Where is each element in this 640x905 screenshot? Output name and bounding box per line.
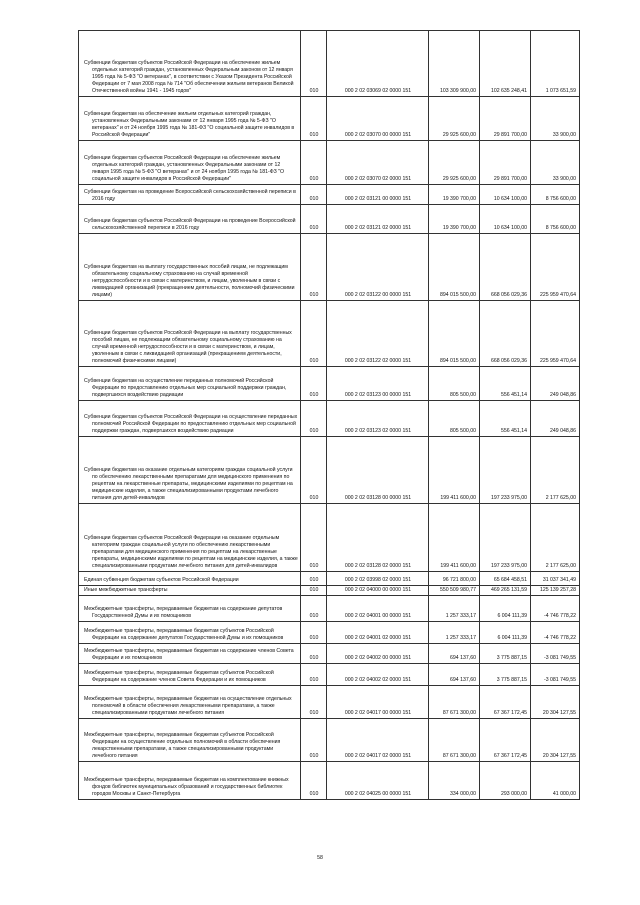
row-name [79, 686, 301, 719]
row-name [79, 97, 301, 141]
row-code: 010 [301, 437, 327, 504]
row-name-text: Субвенции бюджетам субъектов Российской Федерации на выплату государственных пособий лицам, не подлежащим обязательному социальному страхованию на случай временной нетрудоспособности и в связи с материнством, и лицам, уволенным в связи с ликвидацией организаций (прекращением деятельности, полномочий физическими лицами) [84, 329, 292, 364]
row-name [79, 762, 301, 800]
table-row [79, 586, 580, 596]
row-executed-amount: 293 000,00 [480, 762, 531, 800]
row-unexecuted-amount: -4 746 778,22 [531, 596, 580, 622]
table-row [79, 644, 580, 664]
table-row [79, 31, 580, 97]
row-executed-amount: 10 634 100,00 [480, 205, 531, 234]
row-budget-code: 000 2 02 03123 00 0000 151 [327, 367, 429, 401]
row-approved-amount: 550 509 980,77 [429, 586, 480, 596]
row-unexecuted-amount: 225 959 470,64 [531, 301, 580, 367]
row-name-text: Субвенции бюджетам на проведение Всероссийской сельскохозяйственной переписи в 2016 году [84, 188, 296, 202]
row-code: 010 [301, 572, 327, 586]
row-name-text: Субвенции бюджетам на оказание отдельным категориям граждан социальной услуги по обеспечению лекарственными препаратами для медицинского применения по рецептам на лекарственные препараты, медицинскими изделиями по рецептам на медицинские изделия, а также специализированными продуктами лечебного питания для детей-инвалидов [84, 466, 293, 501]
row-approved-amount: 1 257 333,17 [429, 596, 480, 622]
row-name [79, 301, 301, 367]
row-approved-amount: 19 390 700,00 [429, 185, 480, 205]
table-row [79, 185, 580, 205]
row-code: 010 [301, 622, 327, 644]
row-executed-amount: 197 233 975,00 [480, 437, 531, 504]
table-row [79, 664, 580, 686]
row-approved-amount: 805 500,00 [429, 401, 480, 437]
row-code: 010 [301, 762, 327, 800]
row-name-text: Субвенции бюджетам субъектов Российской Федерации на обеспечение жильем отдельных категорий граждан, установленных Федеральным законом от 12 января 1995 года № 5-ФЗ "О ветеранах", в соответствии с Указом Президента Российской Федерации от 7 мая 2008 года № 714 "Об обеспечении жильем ветеранов Великой Отечественной войны 1941 - 1945 годов" [84, 59, 294, 94]
row-unexecuted-amount: 2 177 625,00 [531, 437, 580, 504]
row-name [79, 504, 301, 572]
row-name-text: Субвенции бюджетам на обеспечение жильем отдельных категорий граждан, установленных Федеральными законами от 12 января 1995 года № 5-ФЗ "О ветеранах" и от 24 ноября 1995 года № 181-ФЗ "О социальной защите инвалидов в Российской Федерации" [84, 110, 295, 138]
row-name [79, 234, 301, 301]
row-budget-code: 000 2 02 03128 02 0000 151 [327, 504, 429, 572]
row-approved-amount: 694 137,60 [429, 664, 480, 686]
row-budget-code: 000 2 02 03122 02 0000 151 [327, 301, 429, 367]
row-name [79, 31, 301, 97]
row-approved-amount: 96 721 800,00 [429, 572, 480, 586]
row-code: 010 [301, 586, 327, 596]
row-name [79, 586, 301, 596]
row-code: 010 [301, 141, 327, 185]
row-code: 010 [301, 664, 327, 686]
row-name [79, 719, 301, 762]
row-budget-code: 000 2 02 03069 02 0000 151 [327, 31, 429, 97]
row-budget-code: 000 2 02 03122 00 0000 151 [327, 234, 429, 301]
row-name-text: Межбюджетные трансферты, передаваемые бюджетам на комплектование книжных фондов библиотек муниципальных образований и государственных библиотек городов Москвы и Санкт-Петербурга [84, 776, 289, 797]
row-budget-code: 000 2 02 03121 00 0000 151 [327, 185, 429, 205]
table-row [79, 97, 580, 141]
row-name-text: Иные межбюджетные трансферты [84, 587, 168, 593]
table-row [79, 367, 580, 401]
row-unexecuted-amount: -3 081 749,55 [531, 664, 580, 686]
row-name [79, 205, 301, 234]
row-executed-amount: 65 684 458,51 [480, 572, 531, 586]
row-budget-code: 000 2 02 04017 02 0000 151 [327, 719, 429, 762]
row-code: 010 [301, 185, 327, 205]
row-unexecuted-amount: 33 900,00 [531, 97, 580, 141]
row-approved-amount: 87 671 300,00 [429, 719, 480, 762]
row-name-text: Субвенции бюджетам субъектов Российской Федерации на оказание отдельным категориям граждан социальной услуги по обеспечению лекарственными препаратами для медицинского применения по рецептам на лекарственные препараты, медицинскими изделиями по рецептам на медицинские изделия, а также специализированными продуктами лечебного питания для детей-инвалидов [84, 534, 298, 569]
row-name-text: Субвенции бюджетам субъектов Российской Федерации на обеспечение жильем отдельных категорий граждан, установленных Федеральными законами от 12 января 1995 года № 5-ФЗ "О ветеранах" и от 24 ноября 1995 года № 181-ФЗ "О социальной защите инвалидов в Российской Федерации" [84, 154, 285, 182]
page-number: 58 [317, 855, 323, 861]
row-budget-code: 000 2 02 03128 00 0000 151 [327, 437, 429, 504]
row-executed-amount: 67 367 172,45 [480, 719, 531, 762]
row-code: 010 [301, 301, 327, 367]
row-unexecuted-amount: 2 177 625,00 [531, 504, 580, 572]
table-row [79, 762, 580, 800]
table-row [79, 234, 580, 301]
row-name-text: Межбюджетные трансферты, передаваемые бюджетам на осуществление отдельных полномочий в области обеспечения лекарственными препаратами, а также специализированными продуктами лечебного питания [84, 695, 292, 716]
row-executed-amount: 668 056 029,36 [480, 301, 531, 367]
row-budget-code: 000 2 02 04002 02 0000 151 [327, 664, 429, 686]
row-name [79, 596, 301, 622]
row-unexecuted-amount: 20 304 127,55 [531, 686, 580, 719]
table-row [79, 437, 580, 504]
budget-table-body [79, 31, 580, 800]
row-budget-code: 000 2 02 04000 00 0000 151 [327, 586, 429, 596]
row-budget-code: 000 2 02 03070 02 0000 151 [327, 141, 429, 185]
row-approved-amount: 894 015 500,00 [429, 301, 480, 367]
row-approved-amount: 1 257 333,17 [429, 622, 480, 644]
row-code: 010 [301, 205, 327, 234]
row-name-text: Субвенции бюджетам субъектов Российской Федерации на осуществление переданных полномочий Российской Федерации по предоставлению отдельных мер социальной поддержки граждан, подвергшихся воздействию радиации [84, 413, 298, 434]
row-executed-amount: 3 775 887,15 [480, 664, 531, 686]
row-approved-amount: 199 411 600,00 [429, 504, 480, 572]
row-unexecuted-amount: -3 081 749,55 [531, 644, 580, 664]
row-name [79, 572, 301, 586]
row-name-text: Межбюджетные трансферты, передаваемые бюджетам субъектов Российской Федерации на содержание депутатов Государственной Думы и их помощников [84, 627, 284, 641]
row-name-text: Субвенции бюджетам на выплату государственных пособий лицам, не подлежащим обязательному социальному страхованию на случай временной нетрудоспособности и в связи с материнством, и лицам, уволенным в связи с ликвидацией организаций (прекращением деятельности, полномочий физическими лицами) [84, 263, 295, 298]
row-name [79, 664, 301, 686]
row-budget-code: 000 2 02 04017 00 0000 151 [327, 686, 429, 719]
row-budget-code: 000 2 02 03998 02 0000 151 [327, 572, 429, 586]
row-code: 010 [301, 719, 327, 762]
row-name-text: Субвенции бюджетам субъектов Российской Федерации на проведение Всероссийской сельскохозяйственной переписи в 2016 году [84, 217, 296, 231]
row-executed-amount: 29 891 700,00 [480, 141, 531, 185]
row-executed-amount: 556 451,14 [480, 401, 531, 437]
table-row [79, 719, 580, 762]
row-code: 010 [301, 644, 327, 664]
row-name [79, 401, 301, 437]
table-row [79, 141, 580, 185]
row-unexecuted-amount: 33 900,00 [531, 141, 580, 185]
table-row [79, 686, 580, 719]
row-executed-amount: 102 635 248,41 [480, 31, 531, 97]
row-name-text: Субвенции бюджетам на осуществление переданных полномочий Российской Федерации по предоставлению отдельных мер социальной поддержки граждан, подвергшихся воздействию радиации [84, 377, 287, 398]
row-executed-amount: 10 634 100,00 [480, 185, 531, 205]
table-row [79, 401, 580, 437]
row-code: 010 [301, 596, 327, 622]
row-code: 010 [301, 504, 327, 572]
row-unexecuted-amount: 20 304 127,55 [531, 719, 580, 762]
row-unexecuted-amount: 249 048,86 [531, 401, 580, 437]
row-approved-amount: 694 137,60 [429, 644, 480, 664]
budget-table [78, 30, 580, 800]
row-name [79, 622, 301, 644]
row-executed-amount: 556 451,14 [480, 367, 531, 401]
row-executed-amount: 197 233 975,00 [480, 504, 531, 572]
row-name [79, 185, 301, 205]
row-code: 010 [301, 401, 327, 437]
row-code: 010 [301, 97, 327, 141]
row-unexecuted-amount: 249 048,86 [531, 367, 580, 401]
row-name [79, 437, 301, 504]
table-row [79, 205, 580, 234]
table-row [79, 504, 580, 572]
row-executed-amount: 3 775 887,15 [480, 644, 531, 664]
row-name-text: Межбюджетные трансферты, передаваемые бюджетам субъектов Российской Федерации на осуществление отдельных полномочий в области обеспечения лекарственными препаратами, а также специализированными продуктами лечебного питания [84, 731, 281, 759]
table-row [79, 596, 580, 622]
row-executed-amount: 668 056 029,36 [480, 234, 531, 301]
row-executed-amount: 469 265 131,59 [480, 586, 531, 596]
row-approved-amount: 29 925 600,00 [429, 97, 480, 141]
table-row [79, 622, 580, 644]
row-executed-amount: 29 891 700,00 [480, 97, 531, 141]
row-budget-code: 000 2 02 03121 02 0000 151 [327, 205, 429, 234]
row-code: 010 [301, 686, 327, 719]
row-approved-amount: 894 015 500,00 [429, 234, 480, 301]
row-executed-amount: 67 367 172,45 [480, 686, 531, 719]
row-unexecuted-amount: 41 000,00 [531, 762, 580, 800]
row-code: 010 [301, 367, 327, 401]
row-unexecuted-amount: 8 756 600,00 [531, 185, 580, 205]
row-unexecuted-amount: 125 139 257,28 [531, 586, 580, 596]
row-code: 010 [301, 234, 327, 301]
row-budget-code: 000 2 02 04025 00 0000 151 [327, 762, 429, 800]
row-approved-amount: 199 411 600,00 [429, 437, 480, 504]
row-budget-code: 000 2 02 03123 02 0000 151 [327, 401, 429, 437]
row-unexecuted-amount: 31 037 341,49 [531, 572, 580, 586]
row-name [79, 644, 301, 664]
row-approved-amount: 805 500,00 [429, 367, 480, 401]
row-name-text: Единая субвенция бюджетам субъектов Российской Федерации [84, 576, 239, 583]
row-unexecuted-amount: 1 073 651,59 [531, 31, 580, 97]
row-approved-amount: 29 925 600,00 [429, 141, 480, 185]
row-approved-amount: 19 390 700,00 [429, 205, 480, 234]
table-row [79, 572, 580, 586]
row-name [79, 367, 301, 401]
row-name [79, 141, 301, 185]
row-budget-code: 000 2 02 03070 00 0000 151 [327, 97, 429, 141]
row-executed-amount: 6 004 111,39 [480, 596, 531, 622]
table-row [79, 301, 580, 367]
row-budget-code: 000 2 02 04001 02 0000 151 [327, 622, 429, 644]
row-approved-amount: 87 671 300,00 [429, 686, 480, 719]
row-code: 010 [301, 31, 327, 97]
row-unexecuted-amount: 225 959 470,64 [531, 234, 580, 301]
row-name-text: Межбюджетные трансферты, передаваемые бюджетам субъектов Российской Федерации на содержание членов Совета Федерации и их помощников [84, 669, 274, 683]
row-approved-amount: 334 000,00 [429, 762, 480, 800]
row-budget-code: 000 2 02 04002 00 0000 151 [327, 644, 429, 664]
row-name-text: Межбюджетные трансферты, передаваемые бюджетам на содержание членов Совета Федерации и их помощников [84, 647, 294, 661]
row-executed-amount: 6 004 111,39 [480, 622, 531, 644]
row-unexecuted-amount: -4 746 778,22 [531, 622, 580, 644]
row-budget-code: 000 2 02 04001 00 0000 151 [327, 596, 429, 622]
row-approved-amount: 103 309 900,00 [429, 31, 480, 97]
row-unexecuted-amount: 8 756 600,00 [531, 205, 580, 234]
row-name-text: Межбюджетные трансферты, передаваемые бюджетам на содержание депутатов Государственной Думы и их помощников [84, 605, 283, 619]
